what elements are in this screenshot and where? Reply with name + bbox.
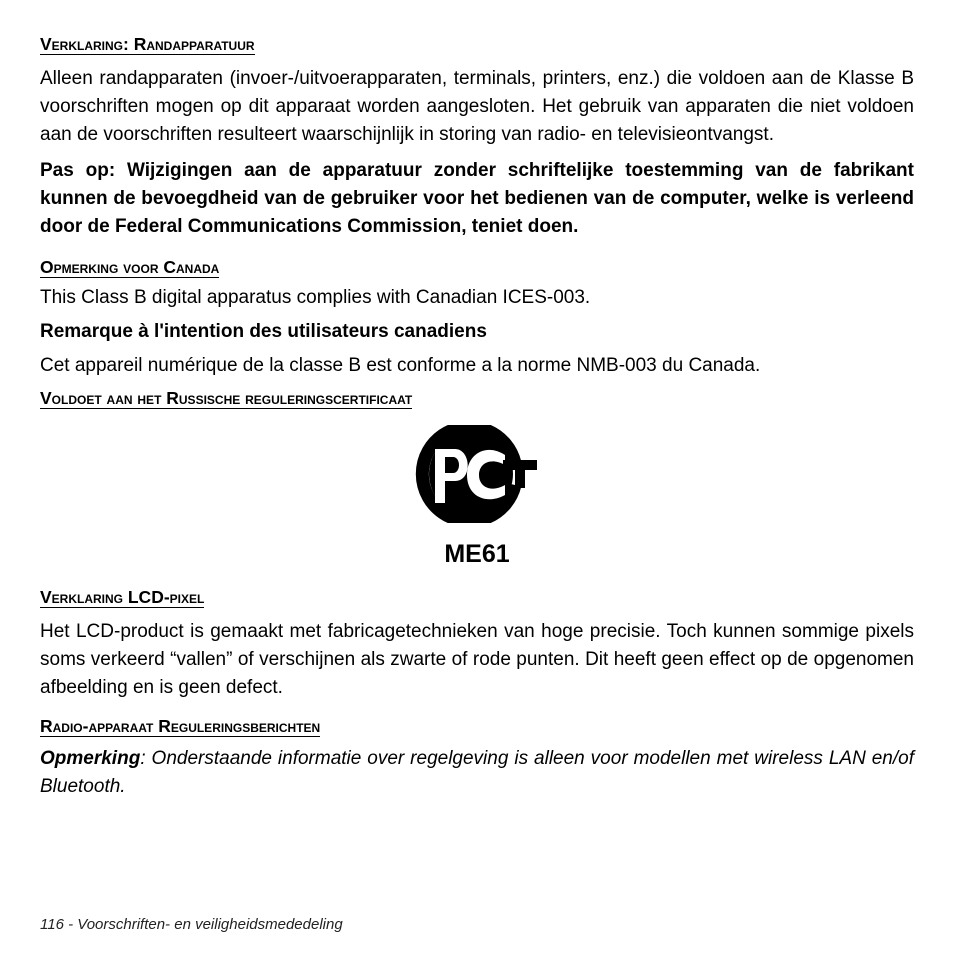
heading-radio: Radio-apparaat Reguleringsberichten (40, 716, 321, 736)
caution-text: Pas op: Wijzigingen aan de apparatuur zonder schriftelijke toestemming van de fabrikant kunnen de bevoegdheid van de gebruiker voor het bedienen van de computer, welke is verleend door de Federal Communications Commission, teniet doen. (40, 160, 914, 237)
heading-russian: Voldoet aan het Russische reguleringscertificaat (40, 388, 413, 408)
heading-lcd: Verklaring LCD-pixel (40, 587, 205, 607)
rst-certification-logo-icon (415, 425, 539, 523)
radio-note-text: : Onderstaande informatie over regelgeving is alleen voor modellen met wireless LAN en/of Bluetooth. (40, 748, 914, 797)
peripheral-body: Alleen randapparaten (invoer-/uitvoerapparaten, terminals, printers, enz.) die voldoen aan de Klasse B voorschriften mogen op dit apparaat worden aangesloten. Het gebruik van apparaten die niet voldoen aan de voorschriften resulteert waarschijnlijk in storing van radio- en televisieontvangst. (40, 68, 914, 145)
canada-fr-heading: Remarque à l'intention des utilisateurs canadiens (40, 321, 487, 342)
lcd-body: Het LCD-product is gemaakt met fabricagetechnieken van hoge precisie. Toch kunnen sommige pixels soms verkeerd “vallen” of verschijnen als zwarte of rode punten. Dit heeft geen effect op de opgenomen afbeelding en is geen defect. (40, 621, 914, 698)
heading-peripheral: Verklaring: Randapparatuur (40, 34, 255, 54)
radio-note (40, 745, 914, 801)
page-footer: 116 - Voorschriften- en veiligheidsmededeling (40, 916, 343, 933)
canada-body-fr: Cet appareil numérique de la classe B est conforme a la norme NMB-003 du Canada. (40, 355, 761, 376)
model-number: ME61 (444, 540, 510, 568)
rst-logo-container (40, 425, 914, 528)
radio-note-label: Opmerking (40, 748, 141, 769)
document-page (40, 34, 914, 801)
canada-body-en: This Class B digital apparatus complies with Canadian ICES-003. (40, 287, 591, 308)
heading-canada: Opmerking voor Canada (40, 257, 220, 277)
